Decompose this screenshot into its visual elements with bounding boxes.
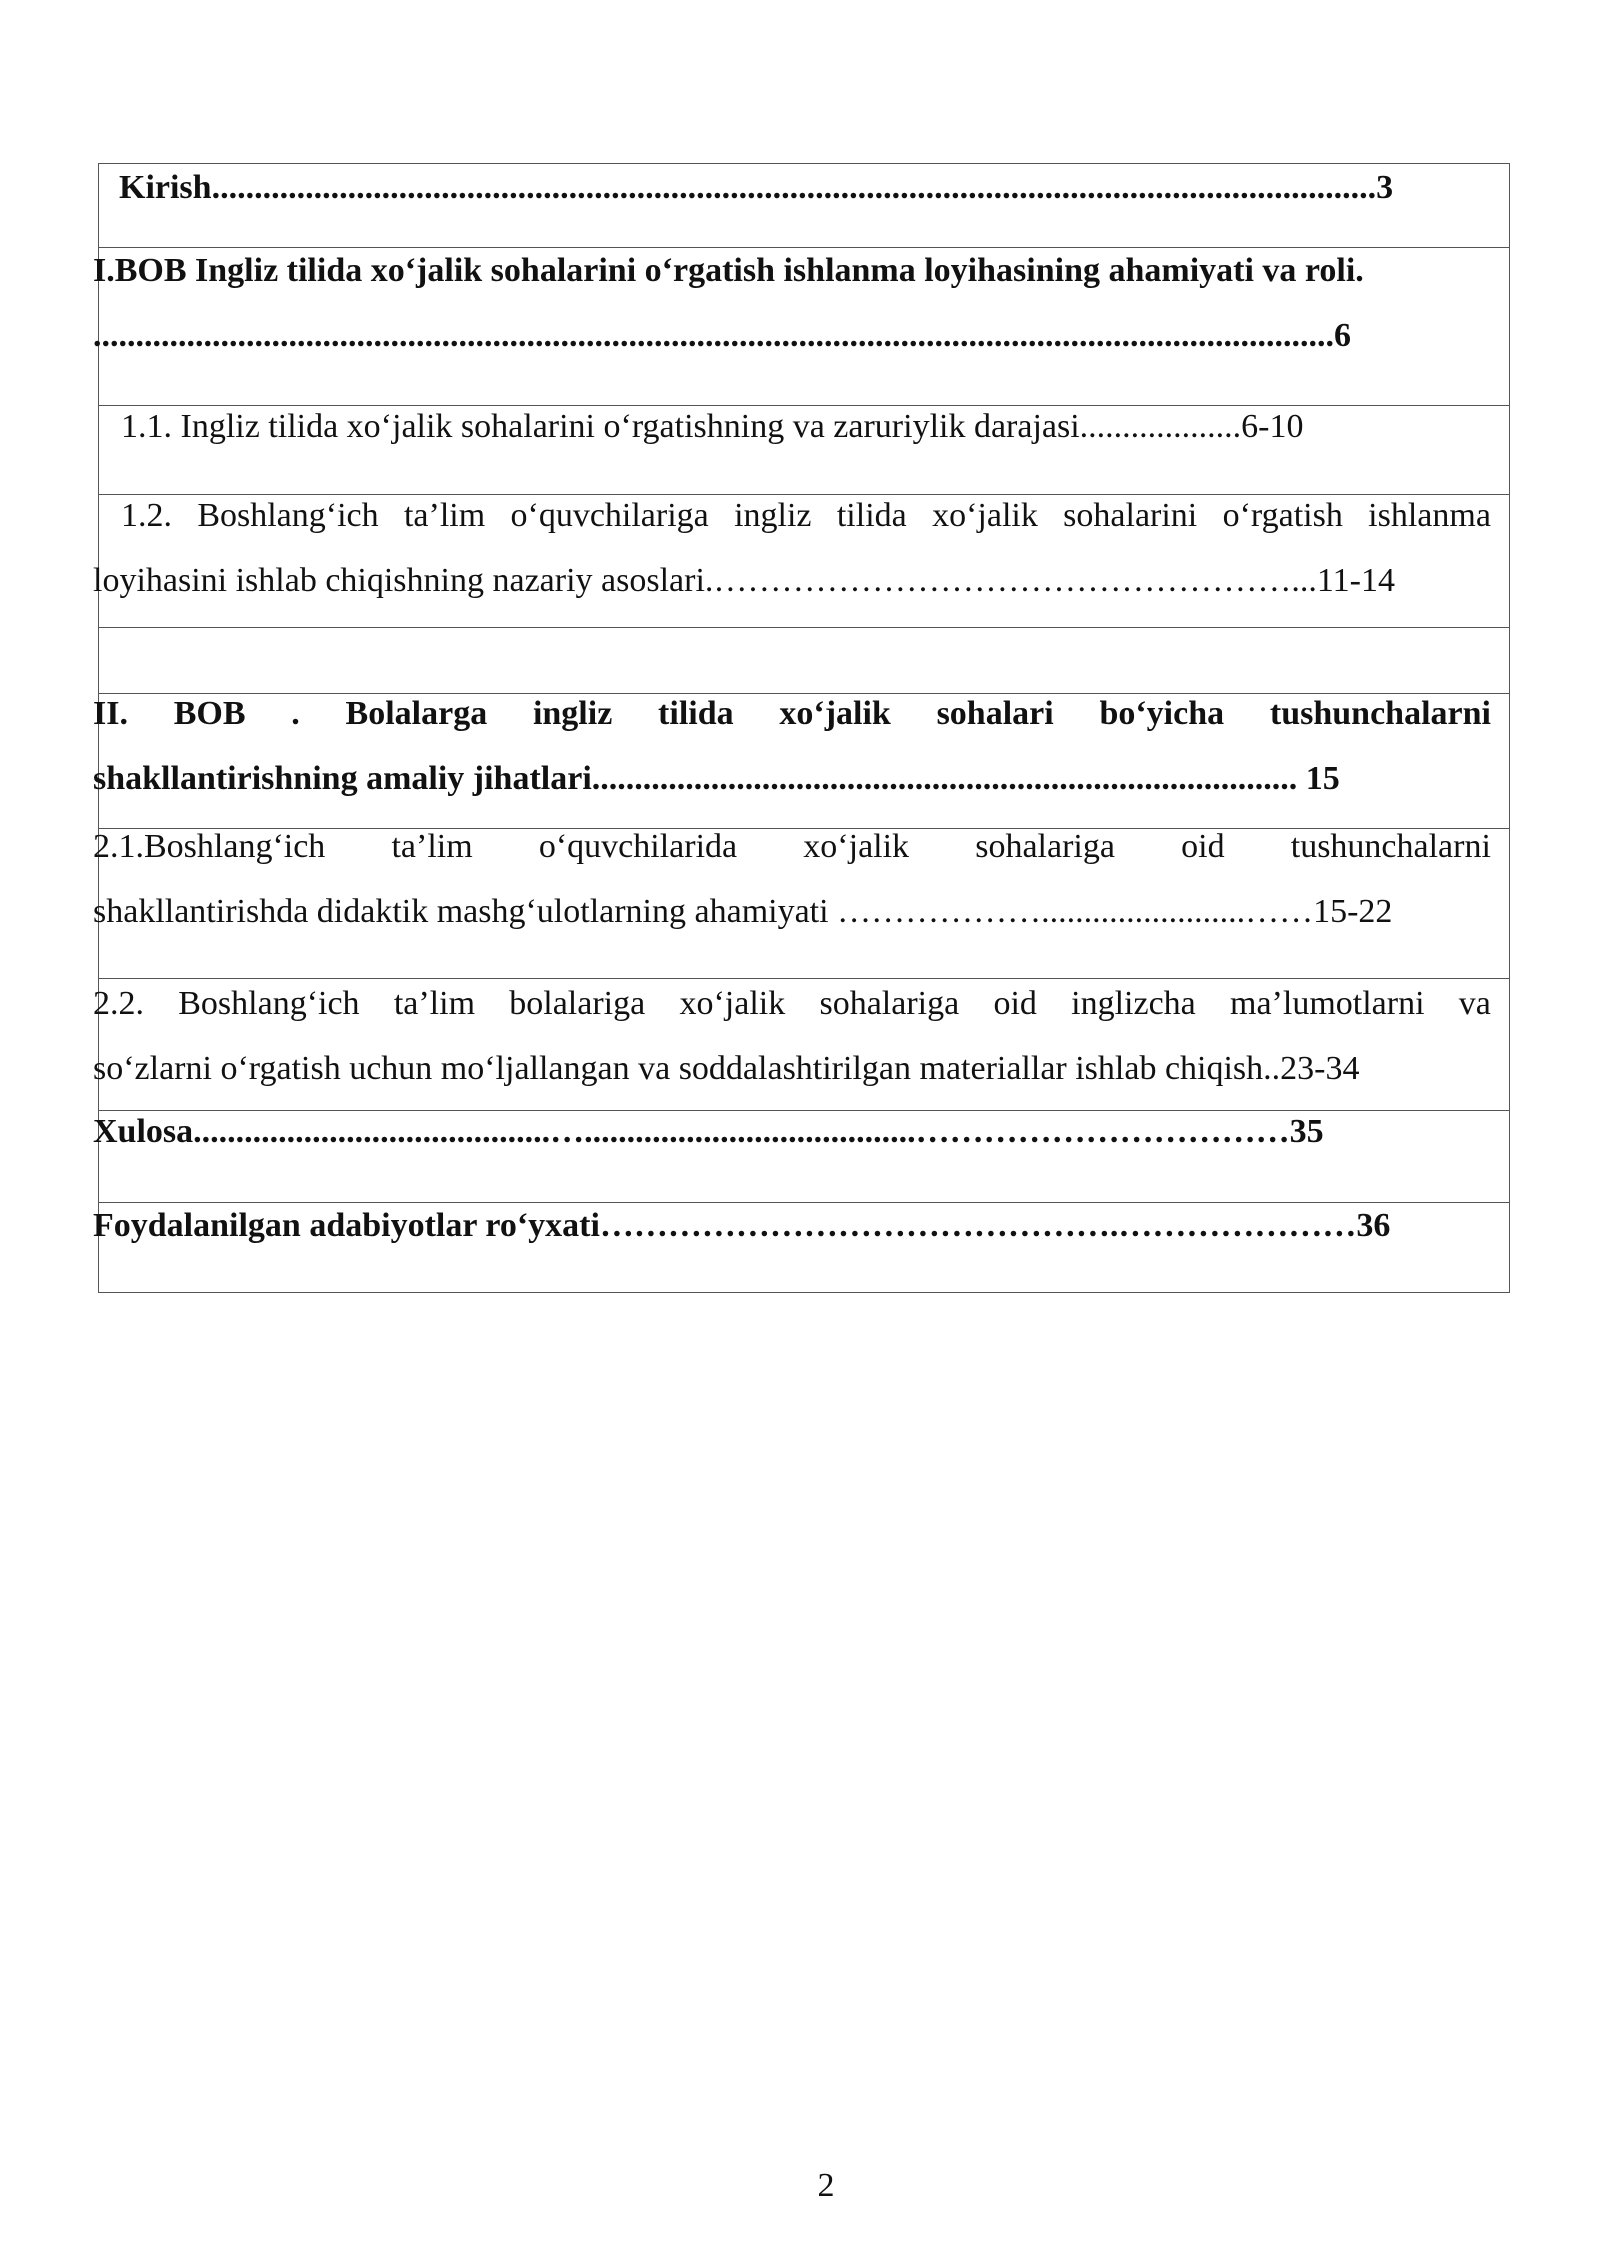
toc-section-1-2-word: xo‘jalik [932, 497, 1038, 534]
page-number: 2 [817, 2167, 835, 2204]
toc-section-2-2-word: inglizcha [1071, 985, 1196, 1022]
toc-entry-kirish[interactable]: Kirish.........................................................................................................................................3 [119, 169, 1394, 206]
toc-chapter-2-word: ingliz [532, 695, 613, 732]
toc-section-2-1-word: xo‘jalik [803, 828, 910, 865]
toc-section-1-2-word: ishlanma [1368, 497, 1491, 534]
toc-section-1-2-word: ta’lim [403, 497, 486, 534]
toc-row-empty [99, 628, 1509, 694]
toc-entry-section-2-2-line2[interactable]: so‘zlarni o‘rgatish uchun mo‘ljallangan va soddalashtirilgan materiallar ishlab chiqish..23-34 [93, 1050, 1360, 1087]
toc-entry-section-1-2-line2[interactable]: loyihasini ishlab chiqishning nazariy asoslari.……………………………………………...11-14 [93, 562, 1395, 599]
toc-section-1-2-word: ingliz [734, 497, 812, 534]
toc-chapter-2-word: sohalari [936, 695, 1054, 732]
toc-row-references [93, 1203, 1509, 1292]
toc-chapter-2-word: xo‘jalik [779, 695, 891, 732]
toc-row-section-1-1 [99, 406, 1509, 495]
toc-section-2-1-word: ta’lim [391, 828, 473, 865]
toc-entry-chapter-1-title[interactable]: I.BOB Ingliz tilida xo‘jalik sohalarini o‘rgatish ishlanma loyihasining ahamiyati va roli. [93, 252, 1364, 289]
toc-row-section-2-1 [93, 828, 1509, 979]
table-of-contents [93, 163, 1510, 1293]
toc-section-1-2-word: o‘quvchilariga [510, 497, 709, 534]
toc-section-1-2-word: tilida [836, 497, 907, 534]
toc-section-1-2-word: o‘rgatish [1222, 497, 1343, 534]
toc-entry-section-2-1-line1[interactable] [93, 827, 1491, 867]
toc-chapter-2-word: Bolalarga [345, 695, 488, 732]
toc-row-xulosa [93, 1111, 1509, 1203]
toc-chapter-2-word: . [291, 695, 300, 732]
toc-section-2-2-word: va [1458, 985, 1491, 1022]
toc-row-chapter-1 [93, 248, 1509, 406]
toc-section-2-1-word: o‘quvchilarida [538, 828, 738, 865]
toc-section-1-2-word: Boshlang‘ich [197, 497, 379, 534]
toc-section-1-2-word: sohalarini [1063, 497, 1198, 534]
toc-row-chapter-2 [93, 694, 1509, 829]
toc-section-2-2-word: ta’lim [393, 985, 476, 1022]
toc-section-2-2-word: 2.2. [93, 985, 144, 1022]
toc-row-section-1-2 [93, 495, 1509, 628]
toc-section-2-1-word: 2.1.Boshlang‘ich [93, 828, 326, 865]
toc-section-2-1-word: oid [1181, 828, 1225, 865]
toc-entry-chapter-2-line1[interactable] [93, 694, 1491, 734]
toc-chapter-2-word: tilida [658, 695, 734, 732]
toc-section-2-2-word: sohalariga [819, 985, 960, 1022]
toc-section-2-2-word: xo‘jalik [679, 985, 786, 1022]
toc-entry-references[interactable]: Foydalanilgan adabiyotlar ro‘yxati……………………………………….…………………36 [93, 1207, 1391, 1244]
toc-row-section-2-2 [93, 979, 1509, 1111]
toc-chapter-2-word: II. [93, 695, 128, 732]
toc-chapter-2-word: BOB [173, 695, 246, 732]
toc-section-1-2-word: 1.2. [121, 497, 172, 534]
toc-chapter-2-word: tushunchalarni [1269, 695, 1491, 732]
toc-section-2-2-word: bolalariga [509, 985, 646, 1022]
toc-entry-section-2-2-line1[interactable] [93, 984, 1491, 1024]
toc-section-2-1-word: sohalariga [975, 828, 1115, 865]
toc-entry-xulosa[interactable]: Xulosa..........................................….......................................……………………………35 [93, 1113, 1324, 1150]
toc-section-2-2-word: Boshlang‘ich [178, 985, 360, 1022]
toc-entry-chapter-1-leader: ..................................................................................................................................................6 [93, 317, 1351, 354]
toc-entry-chapter-2-line2[interactable]: shakllantirishning amaliy jihatlari................................................................................... 15 [93, 760, 1340, 797]
toc-entry-section-2-1-line2[interactable]: shakllantirishda didaktik mashg‘ulotlarning ahamiyati ………………........................……15-22 [93, 893, 1393, 930]
toc-entry-section-1-2-line1[interactable] [121, 496, 1491, 536]
toc-section-2-2-word: oid [993, 985, 1037, 1022]
toc-section-2-2-word: ma’lumotlarni [1230, 985, 1425, 1022]
toc-entry-section-1-1[interactable]: 1.1. Ingliz tilida xo‘jalik sohalarini o‘rgatishning va zaruriylik darajasi...................6-10 [121, 408, 1304, 445]
toc-section-2-1-word: tushunchalarni [1290, 828, 1491, 865]
toc-row-kirish [99, 164, 1509, 248]
toc-chapter-2-word: bo‘yicha [1099, 695, 1225, 732]
